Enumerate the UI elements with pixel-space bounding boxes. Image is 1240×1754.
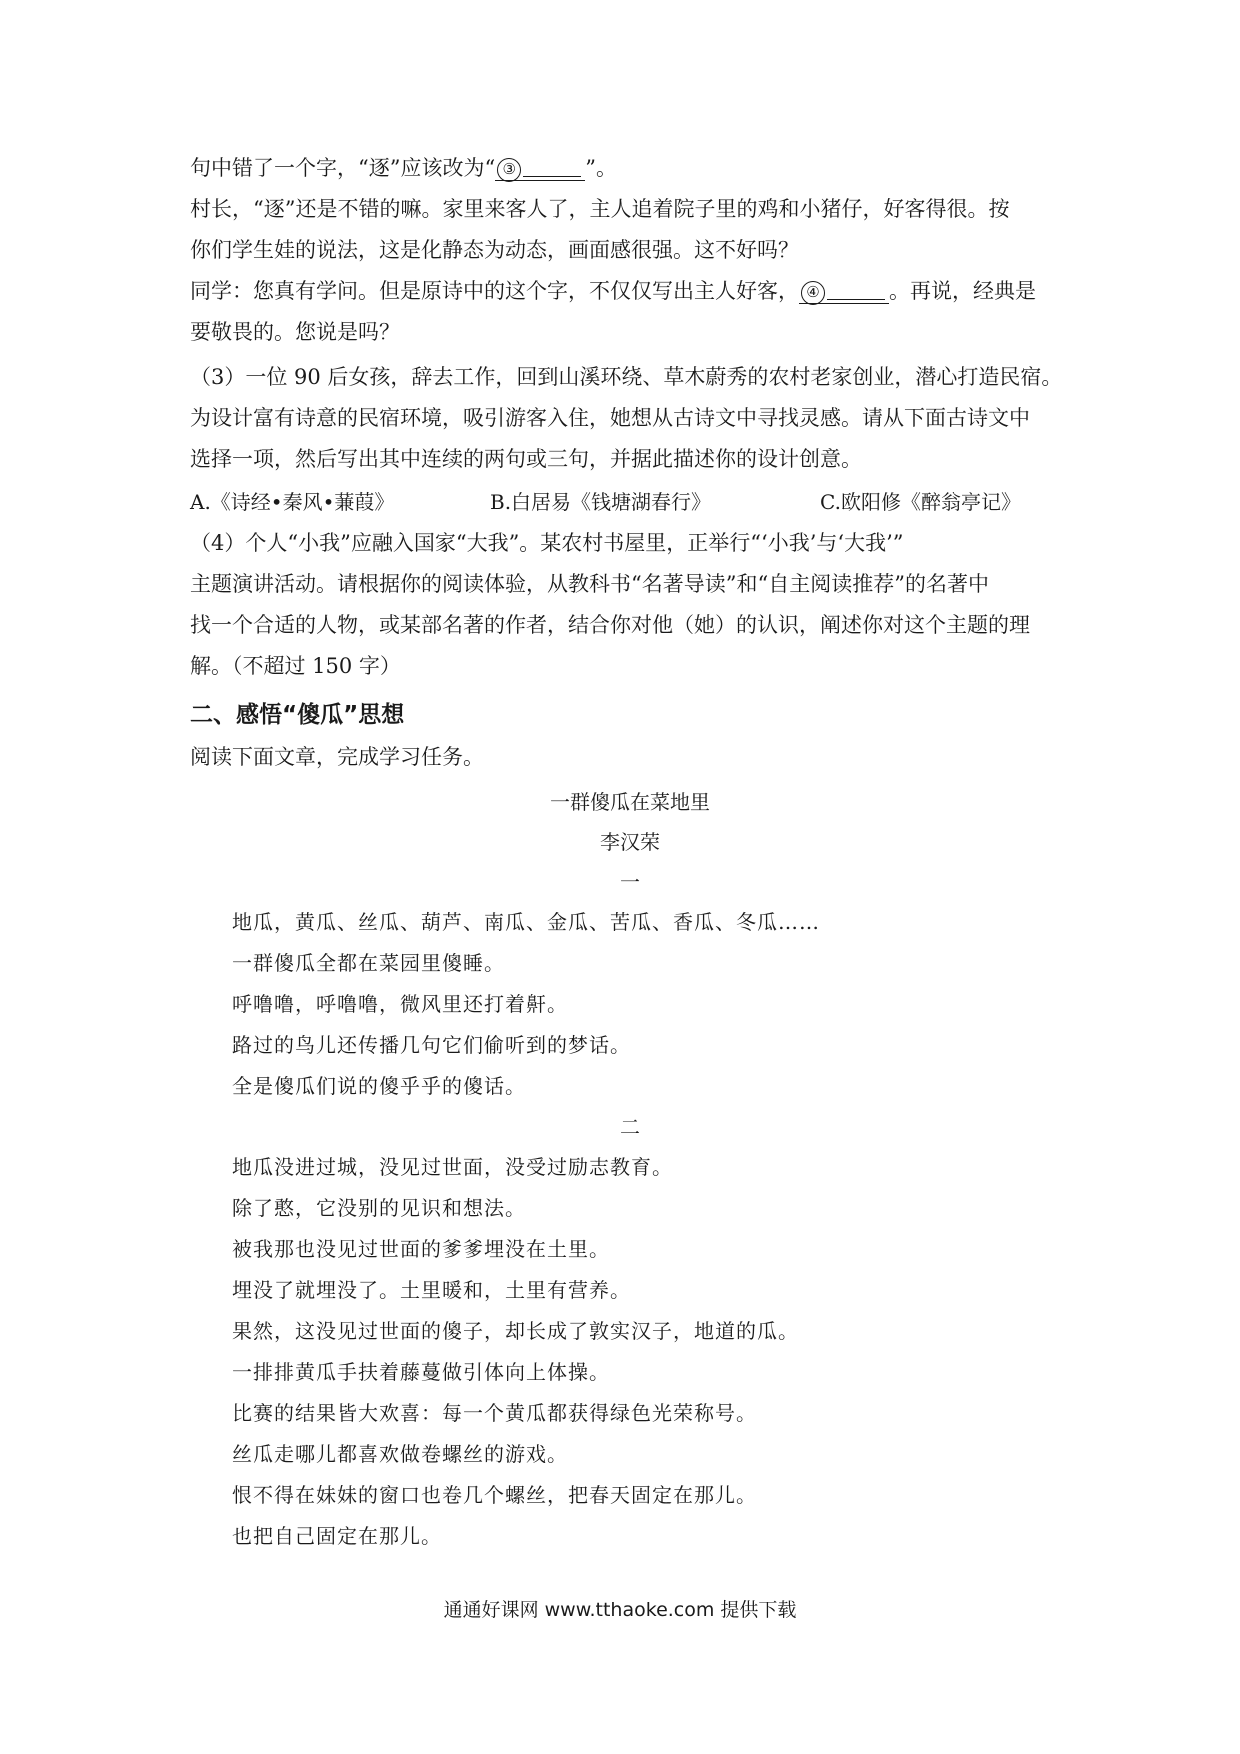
marker-3: ③ xyxy=(497,158,521,182)
poem-line: 一排排黄瓜手扶着藤蔓做引体向上体操。 xyxy=(232,1360,610,1384)
poem-line: 除了憨，它没别的见识和想法。 xyxy=(232,1196,526,1220)
q2-fill-pre: 句中错了一个字，“逐”应该改为“ xyxy=(190,156,496,180)
poem-line: 恨不得在妹妹的窗口也卷几个螺丝，把春天固定在那儿。 xyxy=(232,1483,757,1507)
option-b: B.白居易《钱塘湖春行》 xyxy=(490,490,712,514)
q4-line-2: 主题演讲活动。请根据你的阅读体验，从教科书“名著导读”和“自主阅读推荐”的名著中 xyxy=(190,572,989,596)
blank-4 xyxy=(799,279,889,304)
q4-line-1: （4）个人“小我”应融入国家“大我”。某农村书屋里，正举行“‘小我’与‘大我’” xyxy=(190,531,904,555)
blank-3 xyxy=(495,156,585,181)
document-body xyxy=(190,148,1070,1557)
poem-line: 埋没了就埋没了。土里暖和，土里有营养。 xyxy=(232,1278,631,1302)
poem-line: 路过的鸟儿还传播几句它们偷听到的梦话。 xyxy=(232,1033,631,1057)
q3-line-3: 选择一项，然后写出其中连续的两句或三句，并据此描述你的设计创意。 xyxy=(190,447,862,471)
marker-4: ④ xyxy=(801,281,825,305)
q3-options xyxy=(190,482,1070,523)
classmate-line-1: 同学：您真有学问。但是原诗中的这个字，不仅仅写出主人好客， ④ 。再说，经典是 xyxy=(190,279,1036,303)
q4-line-3: 找一个合适的人物，或某部名著的作者，结合你对他（她）的认识，阐述你对这个主题的理 xyxy=(190,613,1030,637)
poem-line: 果然，这没见过世面的傻子，却长成了敦实汉子，地道的瓜。 xyxy=(232,1319,799,1343)
q3-line-2: 为设计富有诗意的民宿环境，吸引游客入住，她想从古诗文中寻找灵感。请从下面古诗文中 xyxy=(190,406,1030,430)
villager-line-2: 你们学生娃的说法，这是化静态为动态，画面感很强。这不好吗？ xyxy=(190,238,799,262)
poem-part-1-label: 一 xyxy=(620,870,640,894)
q2-fill-post: ”。 xyxy=(585,156,617,180)
poem-line: 被我那也没见过世面的爹爹埋没在土里。 xyxy=(232,1237,610,1261)
section-instruction: 阅读下面文章，完成学习任务。 xyxy=(190,745,484,769)
option-c: C.欧阳修《醉翁亭记》 xyxy=(820,490,1021,514)
classmate-line-2: 要敬畏的。您说是吗？ xyxy=(190,320,400,344)
poem-author: 李汉荣 xyxy=(600,830,660,854)
footer-source: 通通好课网 www.tthaoke.com 提供下载 xyxy=(443,1599,797,1621)
poem-line: 地瓜没进过城，没见过世面，没受过励志教育。 xyxy=(232,1155,673,1179)
section-heading: 二、感悟“傻瓜”思想 xyxy=(190,702,405,728)
option-a: A.《诗经•秦风•蒹葭》 xyxy=(190,490,395,514)
poem-line: 比赛的结果皆大欢喜：每一个黄瓜都获得绿色光荣称号。 xyxy=(232,1401,757,1425)
poem-part-2-label: 二 xyxy=(620,1115,640,1139)
poem-line: 丝瓜走哪儿都喜欢做卷螺丝的游戏。 xyxy=(232,1442,568,1466)
q4-line-4: 解。（不超过 150 字） xyxy=(190,654,401,678)
poem-line: 地瓜，黄瓜、丝瓜、葫芦、南瓜、金瓜、苦瓜、香瓜、冬瓜…… xyxy=(232,910,820,934)
poem-line: 也把自己固定在那儿。 xyxy=(232,1524,442,1548)
villager-line-1: 村长，“逐”还是不错的嘛。家里来客人了，主人追着院子里的鸡和小猪仔，好客得很。按 xyxy=(190,197,1010,221)
poem-line: 全是傻瓜们说的傻乎乎的傻话。 xyxy=(232,1074,526,1098)
poem-line: 呼噜噜，呼噜噜，微风里还打着鼾。 xyxy=(232,992,568,1016)
poem-line: 一群傻瓜全都在菜园里傻睡。 xyxy=(232,951,505,975)
q2-fill-line xyxy=(190,148,1070,189)
q3-line-1: （3）一位 90 后女孩，辞去工作，回到山溪环绕、草木蔚秀的农村老家创业，潜心打造民宿。 xyxy=(190,365,1063,389)
poem-title: 一群傻瓜在菜地里 xyxy=(550,790,710,814)
